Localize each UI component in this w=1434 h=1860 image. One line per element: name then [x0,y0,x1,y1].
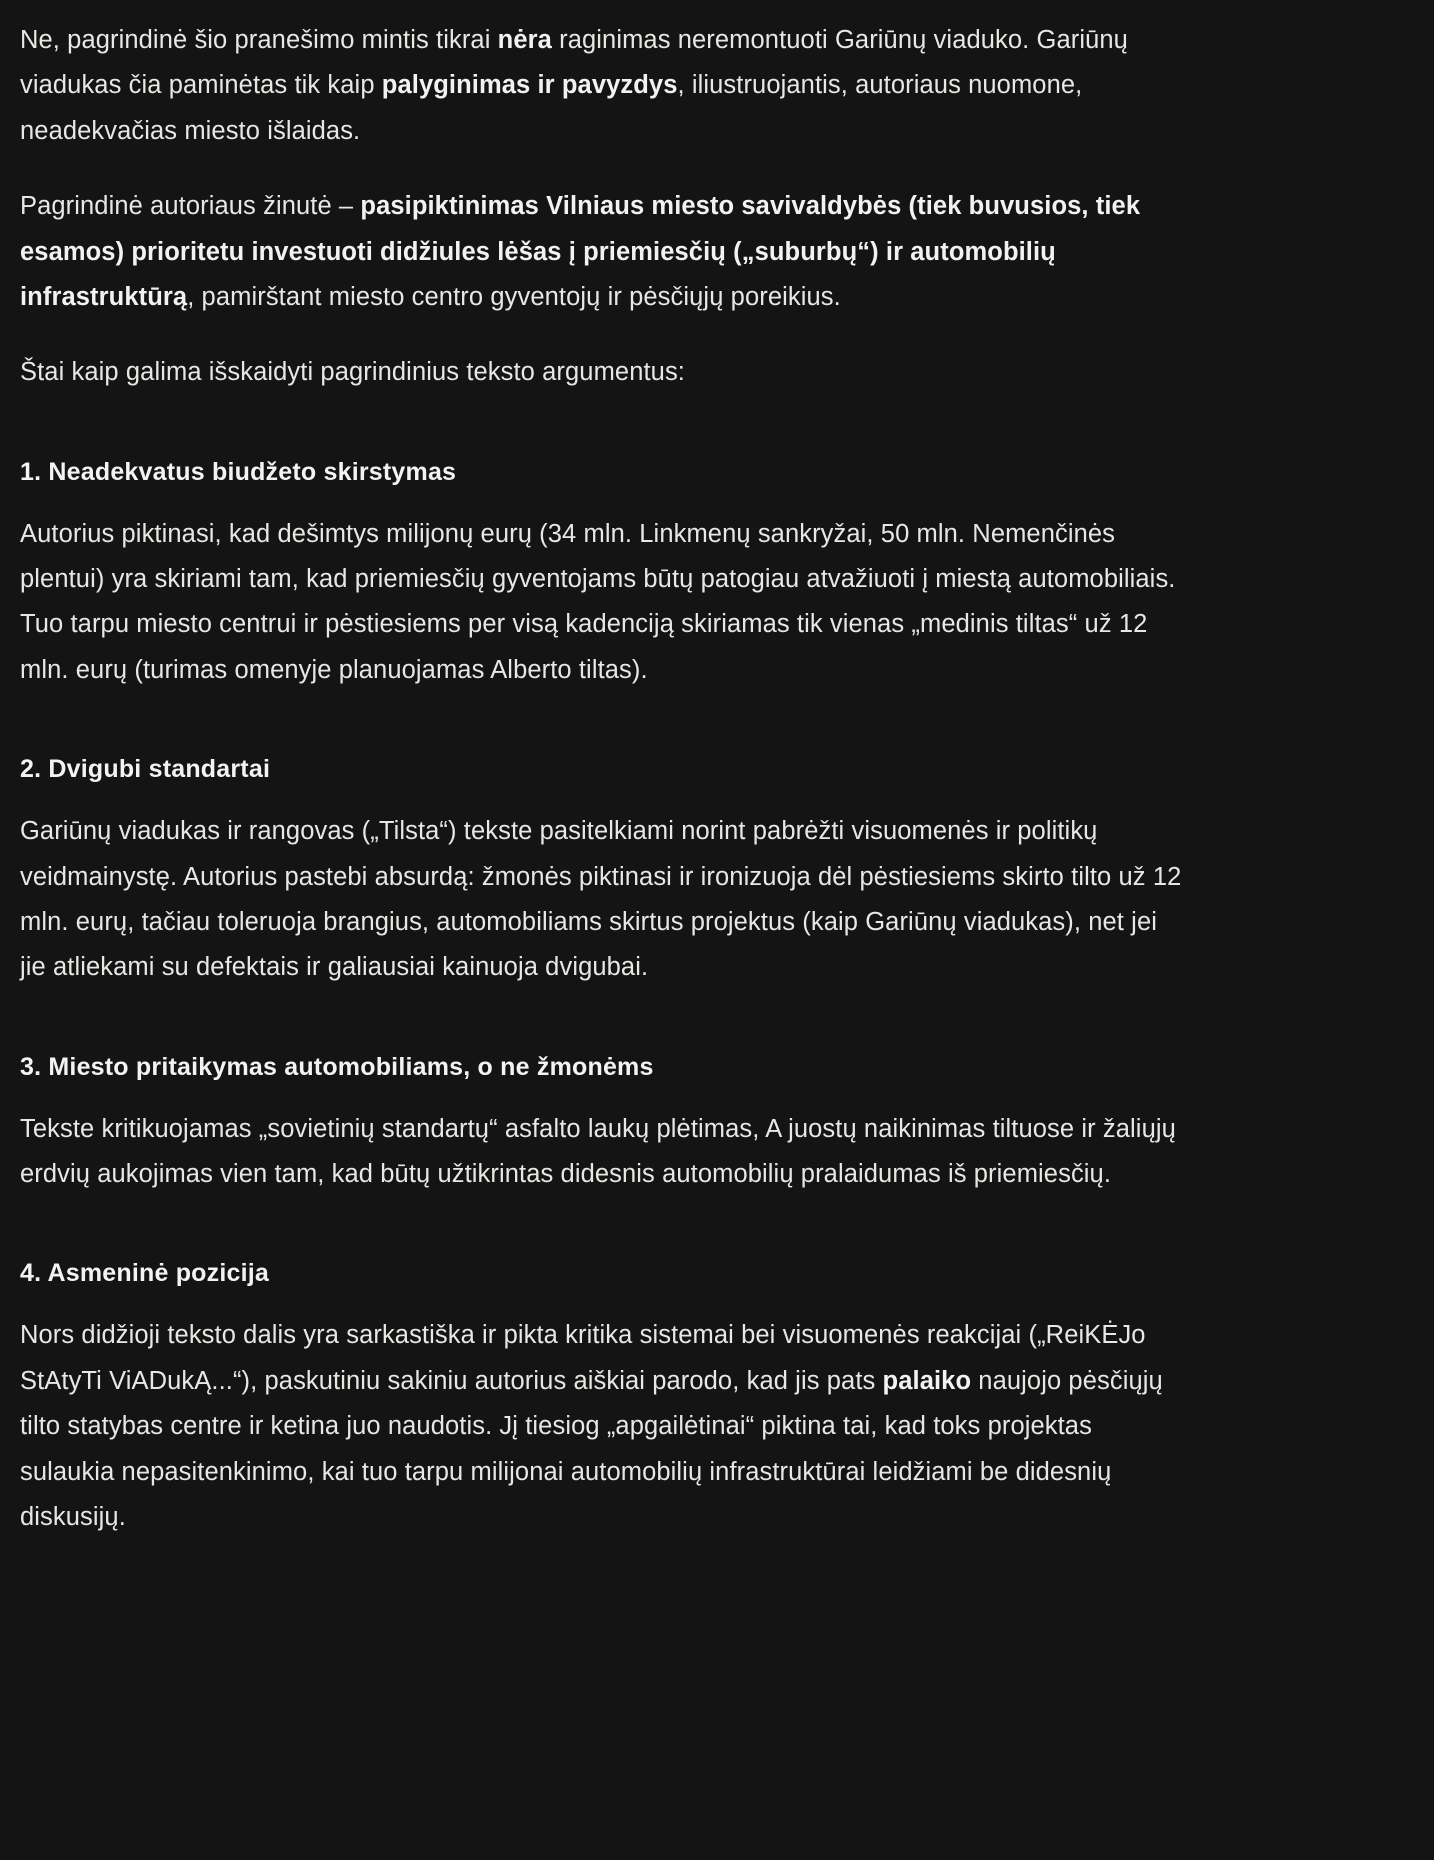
section-4-text-2: naujojo pėsčiųjų tilto statybas centre ir ketina juo naudotis. Jį tiesiog „apgailėtinai“ piktina tai, kad toks projektas sulaukia nepasitenkinimo, kai tuo tarpu milijonai automobilių infrastruktūrai leidžiami be didesnių diskusijų. [20,1366,1163,1531]
intro-paragraph-2 [20,184,1182,320]
intro-p1-text-3: , iliustruojantis, autoriaus nuomone, neadekvačias miesto išlaidas. [20,71,1083,145]
section-4-bold-1: palaiko [882,1366,972,1395]
section-heading-1: 1. Neadekvatus biudžeto skirstymas [20,457,457,486]
section-heading-4: 4. Asmeninė pozicija [20,1259,269,1288]
section-body-4 [20,1313,1182,1540]
section-body-2: Gariūnų viadukas ir rangovas („Tilsta“) tekste pasitelkiami norint pabrėžti visuomenės ir politikų veidmainystę. Autorius pastebi absurdą: žmonės piktinasi ir ironizuoja dėl pėstiesiems skirto tilto už 12 mln. eurų, tačiau toleruoja brangius, automobiliams skirtus projektus (kaip Gariūnų viadukas), net jei jie atliekami su defektais ir galiausiai kainuoja dvigubai. [20,817,1182,982]
intro-p2-text-2: , pamirštant miesto centro gyventojų ir pėsčiųjų poreikius. [187,282,841,311]
section-heading-2: 2. Dvigubi standartai [20,755,271,784]
section-body-1: Autorius piktinasi, kad dešimtys milijonų eurų (34 mln. Linkmenų sankryžai, 50 mln. Nemenčinės plentui) yra skiriami tam, kad priemiesčių gyventojams būtų patogiau atvažiuoti į miestą automobiliais. Tuo tarpu miesto centrui ir pėstiesiems per visą kadenciją skiriamas tik vienas „medinis tiltas“ už 12 mln. eurų (turimas omenyje planuojamas Alberto tiltas). [20,519,1176,684]
intro-block [20,18,1182,396]
intro-p1-bold-1: nėra [497,26,552,54]
section-heading-3: 3. Miesto pritaikymas automobiliams, o ne žmonėms [20,1052,654,1081]
intro-p1-bold-2: palyginimas ir pavyzdys [381,71,678,100]
intro-paragraph-1 [20,18,1182,154]
section-body-3: Tekste kritikuojamas „sovietinių standartų“ asfalto laukų plėtimas, A juostų naikinimas tiltuose ir žaliųjų erdvių aukojimas vien tam, kad būtų užtikrintas didesnis automobilių pralaidumas iš priemiesčių. [20,1114,1176,1188]
section-4-text-1: Nors didžioji teksto dalis yra sarkastiška ir pikta kritika sistemai bei visuomenės reakcijai („ReiKĖJo StAtyTi ViADukĄ...“), paskutiniu sakiniu autorius aiškiai parodo, kad jis pats [20,1321,1146,1395]
intro-p2-bold-1: pasipiktinimas Vilniaus miesto savivaldybės (tiek buvusios, tiek esamos) prioritetu investuoti didžiules lėšas į priemiesčių („suburbų“) ir automobilių infrastruktūrą [20,192,1141,311]
intro-paragraph-3: Štai kaip galima išskaidyti pagrindinius teksto argumentus: [20,358,685,387]
intro-p2-text-1: Pagrindinė autoriaus žinutė – [20,192,361,221]
intro-p1-text-2: raginimas neremontuoti Gariūnų viaduko. Gariūnų viadukas čia paminėtas tik kaip [20,26,1128,100]
intro-p1-text-1: Ne, pagrindinė šio pranešimo mintis tikrai [20,26,498,54]
